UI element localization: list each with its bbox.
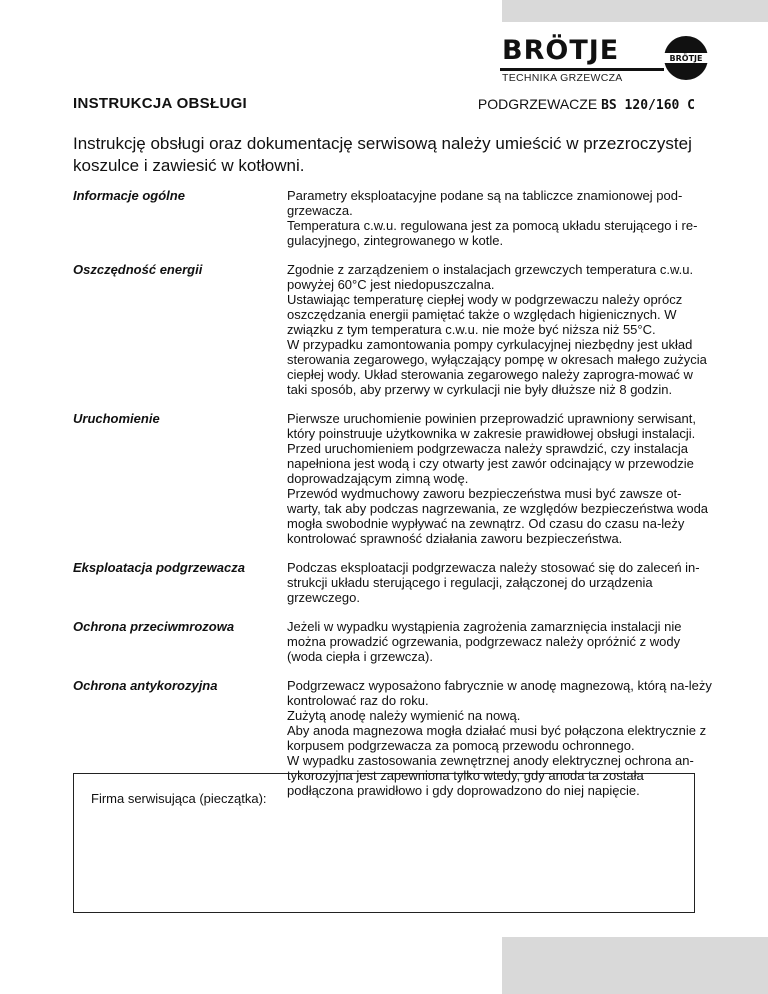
header-tab <box>502 0 768 22</box>
brand-name: BRÖTJE <box>502 35 620 66</box>
logo-rule <box>500 68 664 71</box>
product-model: BS 120/160 C <box>601 98 695 113</box>
brand-badge-text: BRÖTJE <box>669 54 703 63</box>
section-paragraph: Jeżeli w wypadku wystąpienia zagrożenia zamarznięcia instalacji nie można prowadzić ogrzewania, podgrzewacz należy opróżnić z wody (woda ciepła i grzewcza). <box>287 619 682 664</box>
section-title: Uruchomienie <box>73 411 160 426</box>
service-stamp-box <box>73 773 695 913</box>
footer-tab <box>502 937 768 994</box>
brand-logo <box>500 34 710 84</box>
section-paragraph: Przed uruchomieniem podgrzewacza należy sprawdzić, czy instalacja napełniona jest wodą i czy otwarty jest zawór odcinający w przewodzie doprowadzającym zimną wodę. <box>287 441 694 486</box>
section-paragraph: Zużytą anodę należy wymienić na nową. <box>287 708 521 723</box>
section-paragraph: Zgodnie z zarządzeniem o instalacjach grzewczych temperatura c.w.u. powyżej 60°C jest niedopuszczalna. <box>287 262 694 292</box>
section-paragraph: Aby anoda magnezowa mogła działać musi być połączona elektrycznie z korpusem podgrzewacza za pomocą przewodu ochronnego. <box>287 723 707 753</box>
section-paragraph: Pierwsze uruchomienie powinien przeprowadzić uprawniony serwisant, który poinstruuje użytkownika w zakresie prawidłowej obsługi instalacji. <box>287 411 696 441</box>
section-body <box>287 411 713 546</box>
section-paragraph: Temperatura c.w.u. regulowana jest za pomocą układu sterującego i re-gulacyjnego, zintegrowanego w kotle. <box>287 218 698 248</box>
section-body <box>287 262 713 397</box>
section-title: Eksploatacja podgrzewacza <box>73 560 245 575</box>
stamp-label: Firma serwisująca (pieczątka): <box>91 791 267 806</box>
section-operation <box>73 560 713 605</box>
section-frost-protection <box>73 619 713 664</box>
intro-text: Instrukcję obsługi oraz dokumentację serwisową należy umieścić w przezroczystej koszulce i zawiesić w kotłowni. <box>73 134 692 175</box>
sections <box>73 188 713 812</box>
section-body <box>287 560 713 605</box>
section-body <box>287 188 713 248</box>
page-title: INSTRUKCJA OBSŁUGI <box>73 95 248 112</box>
section-paragraph: Podczas eksploatacji podgrzewacza należy stosować się do zaleceń in-strukcji układu sterującego i regulacji, załączonej do urządzenia grzewczego. <box>287 560 700 605</box>
section-title: Ochrona przeciwmrozowa <box>73 619 235 634</box>
brand-tagline: TECHNIKA GRZEWCZA <box>502 72 623 84</box>
section-paragraph: Parametry eksploatacyjne podane są na tabliczce znamionowej pod-grzewacza. <box>287 188 683 218</box>
section-energy-saving <box>73 262 713 397</box>
section-paragraph: W wypadku zastosowania zewnętrznej anody elektrycznej ochrona an-tykorozyjna jest zapewniona tylko wtedy, gdy anoda ta została podłączona prawidłowo i gdy doprowadzono do niej napięcie. <box>287 753 694 798</box>
section-general-info <box>73 188 713 248</box>
brand-badge-icon <box>662 34 710 82</box>
section-paragraph: Podgrzewacz wyposażono fabrycznie w anodę magnezową, którą na-leży kontrolować raz do roku. <box>287 678 712 708</box>
product-prefix: PODGRZEWACZE <box>477 96 598 112</box>
section-paragraph: Przewód wydmuchowy zaworu bezpieczeństwa musi być zawsze ot-warty, tak aby podczas nagrzewania, ze względów bezpieczeństwa woda mogła swobodnie wypływać na zewnątrz. Od czasu do czasu na-leży kontrolować sprawność działania zaworu bezpieczeństwa. <box>287 486 709 546</box>
section-title: Ochrona antykorozyjna <box>73 678 218 693</box>
section-title: Oszczędność energii <box>73 262 203 277</box>
section-paragraph: Ustawiając temperaturę ciepłej wody w podgrzewaczu należy oprócz oszczędzania energii pamiętać także o względach higienicznych. W związku z tym temperatura c.w.u. nie może być niższa niż 55°C. <box>287 292 683 337</box>
section-startup <box>73 411 713 546</box>
section-paragraph: W przypadku zamontowania pompy cyrkulacyjnej niezbędny jest układ sterowania zegarowego, wyłączający pompę w okresach małego zużycia ciepłej wody. Układ sterowania zegarowego należy zaprogra-mować w taki sposób, aby przerwy w cyrkulacji nie były dłuższe niż 8 godzin. <box>287 337 707 397</box>
product-heading <box>478 95 695 115</box>
section-title: Informacje ogólne <box>73 188 185 203</box>
section-body <box>287 619 713 664</box>
